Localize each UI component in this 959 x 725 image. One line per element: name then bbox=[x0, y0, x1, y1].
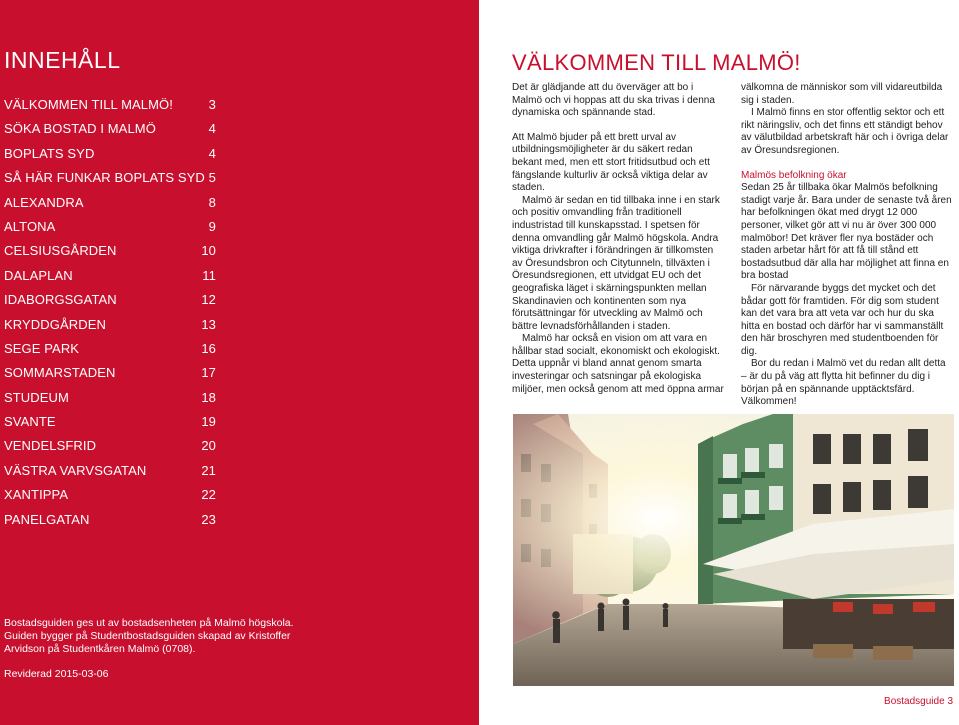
toc-item-label: BOPLATS SYD bbox=[4, 145, 95, 161]
article-column-2 bbox=[741, 82, 953, 409]
toc-item[interactable] bbox=[4, 95, 216, 119]
publication-name: Bostadsguide bbox=[884, 696, 945, 707]
toc-item-label: SÅ HÄR FUNKAR BOPLATS SYD bbox=[4, 170, 205, 186]
toc-item-label: KRYDDGÅRDEN bbox=[4, 316, 106, 332]
section-subheading: Malmös befolkning ökar bbox=[741, 169, 847, 181]
toc-item[interactable] bbox=[4, 388, 216, 412]
toc-item-page: 16 bbox=[201, 340, 216, 356]
toc-item-page: 22 bbox=[201, 487, 216, 503]
paragraph: Malmö har också en vision om att vara en hållbar stad socialt, ekonomiskt och ekologiskt. Detta uppnår vi bland annat genom smarta investeringar och satsningar på ekologiska miljöer, men också genom att med öppna armar bbox=[512, 333, 724, 395]
toc-item-page: 9 bbox=[208, 218, 216, 234]
toc-item[interactable] bbox=[4, 412, 216, 436]
street-photo bbox=[513, 414, 954, 686]
toc-item[interactable] bbox=[4, 363, 216, 387]
page-footer bbox=[884, 696, 953, 707]
page-number: 3 bbox=[947, 696, 953, 707]
toc-item-page: 13 bbox=[201, 316, 216, 332]
toc-item-page: 10 bbox=[201, 243, 216, 259]
toc-item-page: 21 bbox=[201, 462, 216, 478]
toc-item-label: VÄSTRA VARVSGATAN bbox=[4, 462, 147, 478]
paragraph: Sedan 25 år tillbaka ökar Malmös befolkning stadigt varje år. Bara under de senaste två åren har befolkningen ökat med drygt 12 000 personer, vilket gör att vi nu är över 300 000 malmöbor! Det kräver fler nya bostäder och staden arbetar hårt för att få till stånd ett bostadsutbud där alla har möjlighet att finna en bra bostad bbox=[741, 182, 952, 282]
toc-item-page: 17 bbox=[201, 365, 216, 381]
toc-item[interactable] bbox=[4, 168, 216, 192]
toc-item[interactable] bbox=[4, 339, 216, 363]
paragraph: Bor du redan i Malmö vet du redan allt detta – är du på väg att flytta hit befinner du dig i början på en spännande upptäcktsfärd. Välkommen! bbox=[741, 358, 946, 408]
toc-item-page: 4 bbox=[208, 121, 216, 137]
toc-item-page: 12 bbox=[201, 292, 216, 308]
toc-item-label: DALAPLAN bbox=[4, 267, 73, 283]
toc-item-label: VENDELSFRID bbox=[4, 438, 97, 454]
toc-item[interactable] bbox=[4, 485, 216, 509]
toc-item-label: PANELGATAN bbox=[4, 511, 90, 527]
article-title: VÄLKOMMEN TILL MALMÖ! bbox=[512, 50, 801, 75]
paragraph: Att Malmö bjuder på ett brett urval av utbildningsmöjligheter är du säkert redan bekant med, men ett stort fritidsutbud och ett fängslande kulturliv är också viktiga delar av staden. bbox=[512, 131, 710, 194]
toc-item[interactable] bbox=[4, 241, 216, 265]
toc-item-label: VÄLKOMMEN TILL MALMÖ! bbox=[4, 97, 173, 112]
toc-item-label: CELSIUSGÅRDEN bbox=[4, 243, 117, 259]
toc-item-page: 3 bbox=[208, 97, 216, 112]
toc-item-page: 4 bbox=[208, 145, 216, 161]
toc-item-page: 20 bbox=[201, 438, 216, 454]
toc-item[interactable] bbox=[4, 119, 216, 143]
paragraph: För närvarande byggs det mycket och det bådar gott för framtiden. För dig som student kan det vara bra att veta var och hur du ska hitta en bostad och därför har vi sammanställt den här broschyren med studentboenden för dig. bbox=[741, 282, 944, 357]
toc-item-page: 19 bbox=[201, 414, 216, 430]
toc-item-label: SEGE PARK bbox=[4, 340, 80, 356]
toc-item[interactable] bbox=[4, 461, 216, 485]
revision-date: Reviderad 2015-03-06 bbox=[4, 668, 109, 680]
toc-item-label: IDABORGSGATAN bbox=[4, 292, 117, 308]
toc-item-label: XANTIPPA bbox=[4, 487, 69, 503]
paragraph: Malmö är sedan en tid tillbaka inne i en stark och positiv omvandling från traditionell industristad till kunskapsstad. I spetsen för denna omvandling går Malmö högskola. Andra viktiga drivkrafter i förändringen är tillkomsten av Öresundsbron och Citytunneln, tillväxten i Öresundsregionen, ett utvidgat EU och det geografiska läget i skärningspunkten mellan Skandinavien och kontinenten som nya förutsättningar för utveckling av Malmö och bättre levnadsförhållanden i staden. bbox=[512, 194, 720, 332]
toc-item-label: SOMMARSTADEN bbox=[4, 365, 116, 381]
toc-item-page: 18 bbox=[201, 389, 216, 405]
street-scene-image bbox=[513, 414, 954, 686]
toc-item-page: 23 bbox=[201, 511, 216, 527]
paragraph: I Malmö finns en stor offentlig sektor och ett rikt näringsliv, och det finns ett ständigt behov av välutbildad arbetskraft här och i övriga delar av Öresundsregionen. bbox=[741, 107, 949, 156]
toc-item[interactable] bbox=[4, 217, 216, 241]
contents-panel bbox=[0, 0, 479, 725]
toc-item-label: STUDEUM bbox=[4, 389, 69, 405]
article-column-1 bbox=[512, 82, 724, 396]
toc-item[interactable] bbox=[4, 510, 216, 534]
toc-item[interactable] bbox=[4, 315, 216, 339]
paragraph: välkomna de människor som vill vidareutbilda sig i staden. bbox=[741, 82, 943, 106]
toc-heading: INNEHÅLL bbox=[4, 47, 121, 73]
toc-item[interactable] bbox=[4, 290, 216, 314]
toc-item-label: ALTONA bbox=[4, 218, 56, 234]
toc-item[interactable] bbox=[4, 436, 216, 460]
toc-item-page: 5 bbox=[208, 170, 216, 186]
toc-item[interactable] bbox=[4, 266, 216, 290]
paragraph: Det är glädjande att du överväger att bo i Malmö och vi hoppas att du ska trivas i denna dynamiska och spännande stad. bbox=[512, 82, 715, 119]
toc-item-label: SVANTE bbox=[4, 414, 56, 430]
toc-list bbox=[4, 95, 216, 534]
toc-item-label: SÖKA BOSTAD I MALMÖ bbox=[4, 121, 156, 137]
toc-item[interactable] bbox=[4, 193, 216, 217]
toc-item-page: 11 bbox=[202, 267, 216, 283]
toc-item-label: ALEXANDRA bbox=[4, 194, 84, 210]
publisher-note: Bostadsguiden ges ut av bostadsenheten på Malmö högskola. Guiden bygger på Studentbostadsguiden skapad av Kristoffer Arvidson på Studentkåren Malmö (0708). bbox=[4, 617, 294, 655]
toc-item[interactable] bbox=[4, 144, 216, 168]
toc-item-page: 8 bbox=[208, 194, 216, 210]
